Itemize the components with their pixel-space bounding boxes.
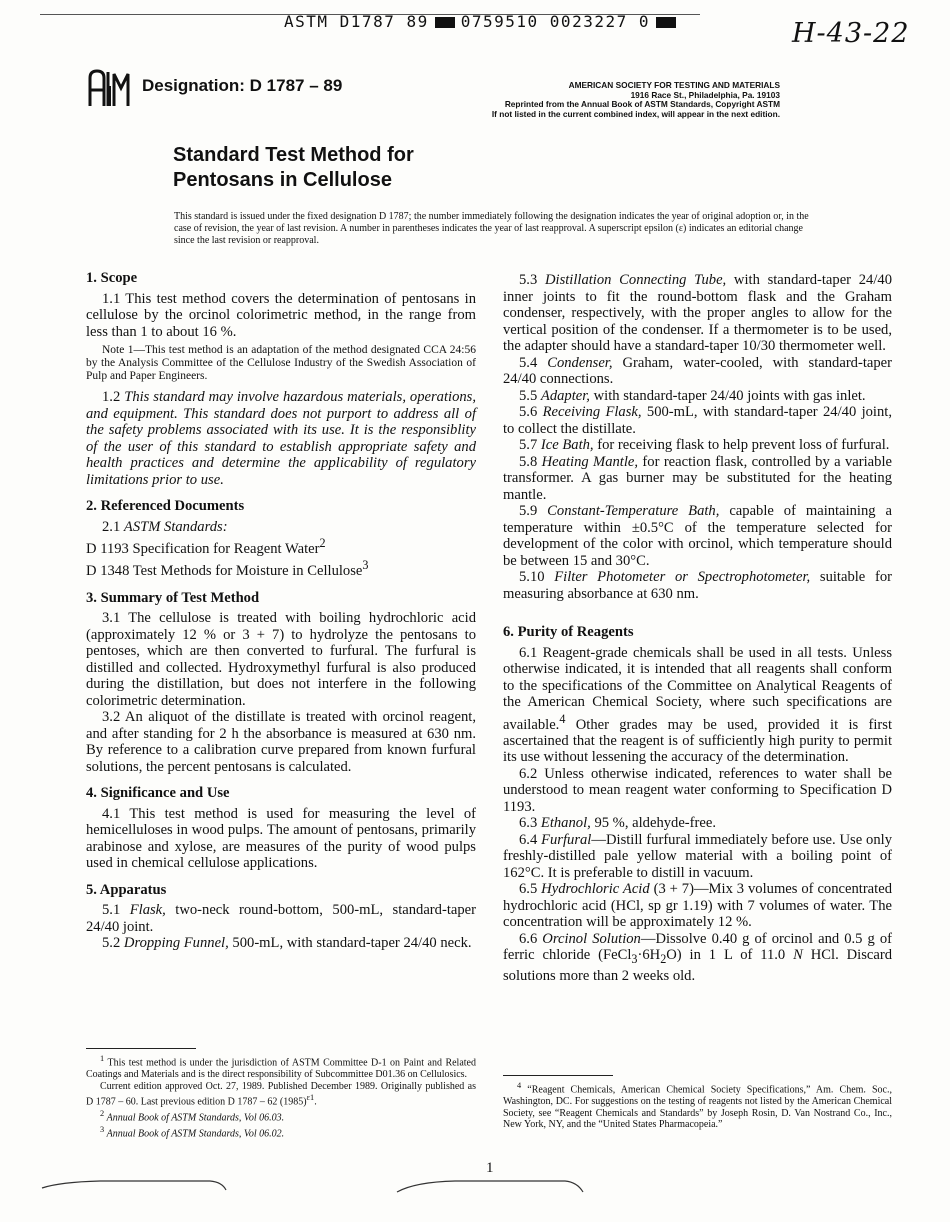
para-term: Ethanol, [540, 815, 591, 832]
paragraph: 6.2 Unless otherwise indicated, references to water shall be understood to mean reagent water conforming to Specification D 1193. [503, 765, 892, 815]
para-text: two-neck round-bottom, 500-mL, standard-taper 24/40 joint. [86, 902, 476, 935]
paragraph [503, 437, 892, 454]
footnote-mark: 2 [319, 536, 326, 550]
normality-symbol: N [793, 947, 803, 964]
scan-code-line [284, 12, 682, 31]
paragraph [503, 931, 892, 984]
paragraph [503, 569, 892, 602]
para-number: 6.5 [519, 881, 538, 898]
para-number: 5.8 [519, 453, 538, 470]
para-number: 5.3 [519, 272, 538, 288]
section-heading: 2. Referenced Documents [86, 498, 245, 514]
paragraph [503, 454, 892, 504]
footnote-text: “Reagent Chemicals, American Chemical Society Specifications,” Am. Chem. Soc., Washington, DC. For suggestions on the testing of reagents not listed by the American Chemical Society, see “Reagent Chemicals and Standards” by Joseph Rosin, D. Van Nostrand Co., Inc., New York, NY, and the “United States Pharmacopeia.” [503, 1084, 892, 1131]
para-term: ASTM Standards: [123, 518, 228, 535]
section-heading: 6. Purity of Reagents [503, 624, 634, 640]
para-term: Hydrochloric Acid [541, 881, 650, 898]
paragraph: 4.1 This test method is used for measuring the level of hemicelluloses in wood pulps. The amount of pentosans, primarily arabinose and xylose, are measures of the purity of wood pulps used in chemical cellulose applications. [86, 805, 476, 872]
para-term: Adapter, [540, 387, 590, 404]
para-number: 5.4 [519, 354, 538, 371]
para-number: 5.9 [519, 503, 538, 519]
para-number: 2.1 [102, 518, 121, 535]
paragraph [503, 404, 892, 437]
para-number: 5.2 [102, 935, 121, 952]
paragraph [503, 815, 892, 832]
page-title [173, 143, 414, 193]
para-number: 6.6 [519, 930, 538, 947]
para-text: 6.1 Reagent-grade chemicals shall be used in all tests. Unless otherwise indicated, it is intended that all reagents shall conform to the specifications of the Committee on Analytical Reagents of the American Chemical Society, where such specifications are available. [503, 644, 892, 733]
para-number: 5.7 [519, 437, 538, 453]
paragraph [86, 902, 476, 935]
paragraph: 3.1 The cellulose is treated with boiling hydrochloric acid (approximately 12 % or 3 + 7) to hydrolyze the pentosans to pentoses, which are then converted to furfural. The furfural is distilled and collected. Hydroxymethyl furfural is also produced during the distillation, but does not interfere in the following colorimetric determination. [86, 610, 476, 709]
note: Note 1—This test method is an adaptation of the method designated CCA 24:56 by the Analysis Committee of the Cellulose Industry of the Swedish Association of Pulp and Paper Engineers. [86, 344, 476, 382]
footnote-rule [503, 1075, 613, 1076]
footnote [503, 1080, 892, 1131]
footnote-mark: 2 [100, 1109, 105, 1119]
para-term: Constant-Temperature Bath, [547, 503, 720, 519]
paragraph [503, 832, 892, 882]
publisher-line: Reprinted from the Annual Book of ASTM Standards, Copyright ASTM [504, 99, 780, 110]
title-line: Standard Test Method for [173, 144, 414, 166]
paragraph [86, 935, 476, 952]
para-number: 5.5 [519, 387, 538, 404]
paragraph [503, 388, 892, 405]
footnote: Current edition approved Oct. 27, 1989. Published December 1989. Originally published as D 1787 – 60. Last previous edition D 1787 – 62 $(1985)^{\varepsilon 1}$. [86, 1080, 476, 1108]
footnote-mark: 4 [517, 1081, 522, 1090]
footnote-mark: 3 [362, 558, 369, 573]
page-number: 1 [486, 1160, 494, 1176]
para-term: Dropping Funnel, [123, 935, 229, 952]
para-number: 5.10 [519, 569, 545, 585]
para-number: 1.2 [102, 389, 121, 405]
section-heading: 1. Scope [86, 270, 138, 286]
paragraph [86, 389, 476, 488]
footnote-text: Current edition approved Oct. 27, 1989. Published December 1989. Originally published as D 1787 – 60. Last previous edition D 1787 – 62 (1985) [86, 1080, 476, 1108]
paragraph [503, 355, 892, 388]
footnote [86, 1108, 476, 1124]
footnote-rule [86, 1048, 196, 1049]
scan-black-block [435, 17, 455, 28]
para-term: Ice Bath, [540, 437, 594, 453]
para-text: HCl. Discard solutions more than 2 weeks old. [503, 947, 892, 984]
para-number: 5.1 [102, 902, 121, 919]
para-text: —Distill furfural immediately before use. Use only freshly-distilled pale yellow material with a boiling point of 162°C. It is preferable to distill in vacuum. [503, 831, 892, 881]
footnote-text: Annual Book of ASTM Standards, Vol 06.03. [106, 1112, 285, 1124]
footnote-mark: 1 [100, 1054, 105, 1063]
subscript: 2 [660, 952, 667, 967]
section-heading: 5. Apparatus [86, 881, 167, 898]
right-column [503, 272, 892, 984]
para-number: 6.3 [519, 815, 538, 832]
para-text: 95 %, aldehyde-free. [594, 815, 716, 832]
footnote-mark: 3 [100, 1124, 105, 1134]
para-text: 500-mL, with standard-taper 24/40 neck. [232, 935, 472, 952]
paragraph [503, 645, 892, 766]
paragraph [503, 272, 892, 355]
para-term: Condenser, [547, 354, 613, 371]
footnotes-right [503, 1075, 892, 1131]
para-text: O) in 1 L of 11.0 [666, 947, 786, 964]
reference-text: D 1193 Specification for Reagent Water [86, 540, 320, 557]
para-text: Other grades may be used, provided it is first ascertained that the reagent is of sufficiently high purity to permit its use without lessening the accuracy of the determination. [503, 716, 892, 766]
scan-curve-left [40, 1176, 240, 1196]
paragraph [86, 519, 476, 536]
footnote-text: This test method is under the jurisdiction of ASTM Committee D-1 on Paint and Related Coatings and Materials and is the direct responsibility of Subcommittee D01.36 on Cellulosics. [86, 1057, 476, 1080]
para-term: Orcinol Solution [542, 930, 641, 947]
footnote [86, 1124, 476, 1140]
publisher-line: If not listed in the current combined index, will appear in the next edition. [491, 108, 780, 119]
para-text: with standard-taper 24/40 inner joints to fit the round-bottom flask and the Graham condenser, respectively, with the proper angles to allow for the vertical position of the condenser. If a thermometer is to be used, the adapter should have a standard-taper 10/30 thermometer well. [503, 272, 892, 354]
para-text: (3 + 7)—Mix 3 volumes of concentrated hydrochloric acid (HCl, sp gr 1.19) with 7 volumes of water. The concentration will be approximately 12 %. [503, 881, 892, 931]
footnote-mark: 4 [559, 711, 566, 726]
para-text: —Dissolve 0.40 g of orcinol and 0.5 g of ferric chloride (FeCl [503, 930, 892, 964]
title-line: Pentosans in Cellulose [173, 169, 392, 191]
para-term: Furfural [541, 831, 592, 848]
footnote [86, 1053, 476, 1081]
footnote-mark: ε1 [306, 1093, 315, 1103]
paragraph [503, 503, 892, 569]
safety-statement: This standard may involve hazardous materials, operations, and equipment. This standard does not purport to address all of the safety problems associated with its use. It is the responsiblity of the user of this standard to establish appropriate safety and health practices and determine the applicability of regulatory limitations prior to use. [86, 389, 476, 488]
left-column [86, 270, 476, 952]
para-term: Distillation Connecting Tube, [544, 272, 727, 288]
designation: Designation: D 1787 – 89 [142, 76, 343, 95]
para-number: 5.6 [519, 404, 538, 420]
para-text: for reaction flask, controlled by a variable transformer. A gas burner may be substituted for the heating mantle. [503, 453, 892, 503]
section-heading: 4. Significance and Use [86, 785, 230, 802]
para-text: with standard-taper 24/40 joints with gas inlet. [593, 387, 866, 404]
para-text: ·6H [637, 947, 661, 964]
scan-black-block [656, 17, 676, 28]
section-heading: 3. Summary of Test Method [86, 589, 260, 606]
publisher-line: 1916 Race St., Philadelphia, Pa. 19103 [630, 89, 780, 100]
publisher-block [440, 81, 780, 119]
para-number: 6.4 [519, 831, 538, 848]
scan-code-b: 0759510 0023227 0 [460, 12, 650, 31]
para-text: 500-mL, with standard-taper 24/40 joint, to collect the distillate. [503, 404, 892, 437]
scan-code-a: ASTM D1787 89 [284, 12, 429, 31]
publisher-line: AMERICAN SOCIETY FOR TESTING AND MATERIALS [568, 80, 780, 90]
para-term: Heating Mantle, [541, 453, 639, 470]
para-text: capable of maintaining a temperature within ±0.5°C of the temperature selected for development of the color with orcinol, which temperature should be between 15 and 30°C. [503, 503, 892, 569]
standard-intro: This standard is issued under the fixed designation D 1787; the number immediately following the designation indicates the year of original adoption or, in the case of revision, the year of last revision. A number in parentheses indicates the year of last reapproval. A superscript epsilon (ε) indicates an editorial change since the last revision or reapproval. [174, 211, 809, 246]
paragraph [503, 881, 892, 931]
para-text: suitable for measuring absorbance at 630 nm. [503, 569, 892, 602]
para-text: Graham, water-cooled, with standard-taper 24/40 connections. [503, 354, 892, 387]
para-term: Receiving Flask, [542, 404, 642, 420]
astm-logo [86, 68, 132, 108]
reference-text: D 1348 Test Methods for Moisture in Cellulose [86, 563, 363, 580]
paragraph: 1.1 This test method covers the determination of pentosans in cellulose by the orcinol colorimetric method, in the range from less than 1 to about 16 %. [86, 290, 476, 340]
para-term: Flask, [129, 902, 166, 919]
scan-curve-center [395, 1176, 595, 1196]
footnotes-left [86, 1048, 476, 1140]
para-term: Filter Photometer or Spectrophotometer, [554, 569, 811, 585]
subscript: 3 [631, 952, 638, 967]
para-text: for receiving flask to help prevent loss of furfural. [597, 437, 890, 453]
reference-item [86, 557, 476, 579]
reference-item [86, 535, 476, 557]
footnote-text: Annual Book of ASTM Standards, Vol 06.02. [106, 1128, 285, 1140]
paragraph: 3.2 An aliquot of the distillate is treated with orcinol reagent, and after standing for 2 h the absorbance is measured at 630 nm. By reference to a calibration curve prepared from known furfural solutions, the percent pentosans is calculated. [86, 709, 476, 775]
handwritten-note: H-43-22 [792, 18, 910, 49]
